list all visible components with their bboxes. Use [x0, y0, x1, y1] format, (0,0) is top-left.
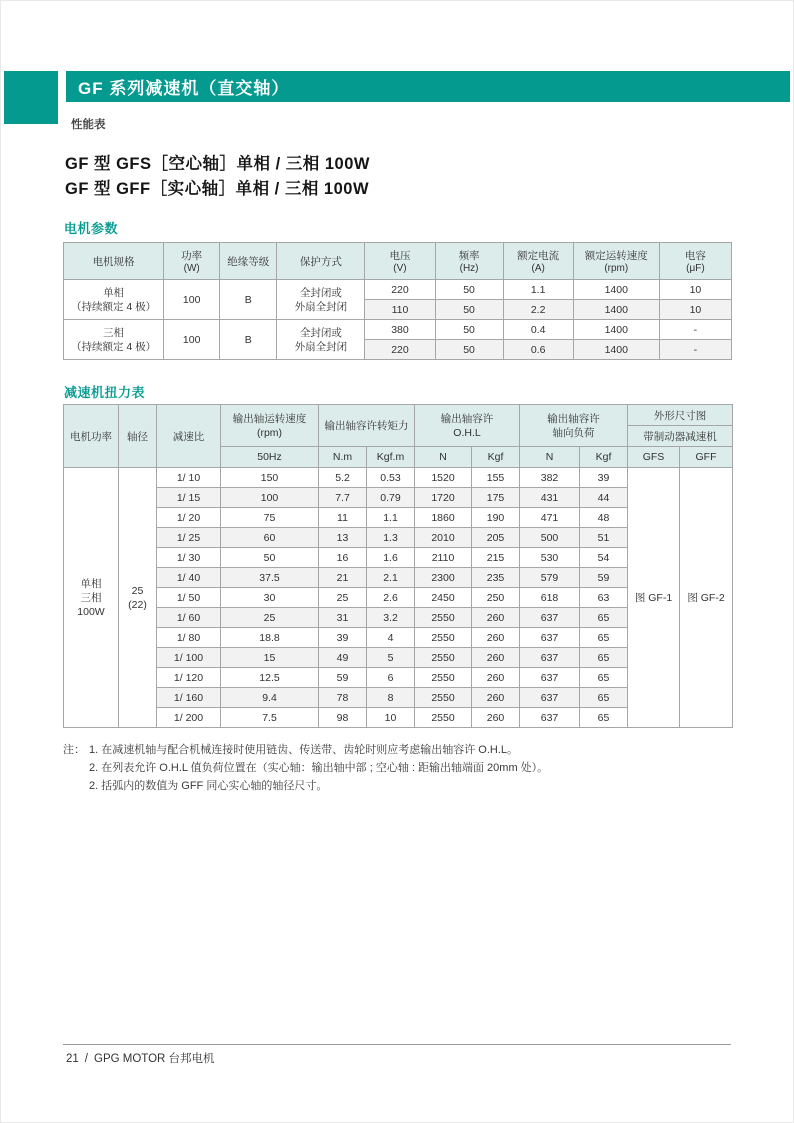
value-cell: 98 — [319, 708, 367, 728]
col-header-spec: 电机规格 — [64, 243, 164, 280]
value-cell: 10 — [659, 300, 731, 320]
notes-block — [63, 741, 548, 795]
footer-page-number: 21 — [66, 1053, 79, 1065]
col-group-speed: 输出轴运转速度 (rpm) — [221, 405, 319, 447]
value-cell: 11 — [319, 508, 367, 528]
value-cell: 175 — [472, 488, 520, 508]
ratio-cell: 1/ 25 — [157, 528, 221, 548]
value-cell: 21 — [319, 568, 367, 588]
ratio-cell: 1/ 30 — [157, 548, 221, 568]
value-cell: 579 — [520, 568, 580, 588]
value-cell: 220 — [365, 280, 435, 300]
insulation-cell: B — [220, 320, 277, 360]
ratio-cell: 1/ 40 — [157, 568, 221, 588]
value-cell: 50 — [435, 340, 503, 360]
value-cell: 1400 — [573, 300, 659, 320]
value-cell: 260 — [472, 688, 520, 708]
value-cell: 9.4 — [221, 688, 319, 708]
unit-gfs: GFS — [628, 447, 680, 468]
value-cell: 150 — [221, 468, 319, 488]
value-cell: 2450 — [415, 588, 472, 608]
value-cell: 380 — [365, 320, 435, 340]
unit-50hz: 50Hz — [221, 447, 319, 468]
note-line: 2. 括弧内的数值为 GFF 同心实心轴的轴径尺寸。 — [89, 780, 328, 792]
value-cell: 13 — [319, 528, 367, 548]
col-header-capacitor: 电容 (μF) — [659, 243, 731, 280]
value-cell: 39 — [319, 628, 367, 648]
ratio-cell: 1/ 50 — [157, 588, 221, 608]
ratio-cell: 1/ 60 — [157, 608, 221, 628]
value-cell: 1720 — [415, 488, 472, 508]
value-cell: 637 — [520, 668, 580, 688]
value-cell: 65 — [580, 608, 628, 628]
value-cell: 39 — [580, 468, 628, 488]
value-cell: 75 — [221, 508, 319, 528]
value-cell: 2110 — [415, 548, 472, 568]
value-cell: 60 — [221, 528, 319, 548]
value-cell: 50 — [435, 300, 503, 320]
ratio-cell: 1/ 10 — [157, 468, 221, 488]
value-cell: 0.79 — [367, 488, 415, 508]
page-title: GF 系列减速机（直交轴） — [78, 79, 290, 98]
value-cell: 110 — [365, 300, 435, 320]
motor-params-heading: 电机参数 — [64, 221, 119, 236]
value-cell: 65 — [580, 708, 628, 728]
spec-cell: 三相 （持续额定 4 极） — [64, 320, 164, 360]
value-cell: 2010 — [415, 528, 472, 548]
value-cell: 190 — [472, 508, 520, 528]
product-title-gfs: GF 型 GFS［空心轴］单相 / 三相 100W — [65, 155, 370, 173]
value-cell: 2550 — [415, 648, 472, 668]
protection-cell: 全封闭或 外扇全封闭 — [277, 280, 365, 320]
value-cell: 235 — [472, 568, 520, 588]
value-cell: 1860 — [415, 508, 472, 528]
notes-items — [89, 741, 548, 795]
ratio-cell: 1/ 15 — [157, 488, 221, 508]
col-header-shaft: 轴径 — [119, 405, 157, 468]
col-header-speed: 额定运转速度 (rpm) — [573, 243, 659, 280]
footer-separator: / — [84, 1053, 88, 1065]
value-cell: 2550 — [415, 608, 472, 628]
motor-params-table — [63, 242, 732, 360]
value-cell: 431 — [520, 488, 580, 508]
value-cell: 471 — [520, 508, 580, 528]
value-cell: 1.1 — [367, 508, 415, 528]
figure-gff-cell: 图 GF-2 — [680, 468, 733, 728]
value-cell: 48 — [580, 508, 628, 528]
value-cell: 1.6 — [367, 548, 415, 568]
value-cell: 205 — [472, 528, 520, 548]
power-cell: 100 — [164, 280, 220, 320]
value-cell: 6 — [367, 668, 415, 688]
col-header-power: 功率 (W) — [164, 243, 220, 280]
value-cell: 65 — [580, 668, 628, 688]
value-cell: 155 — [472, 468, 520, 488]
value-cell: 0.6 — [503, 340, 573, 360]
value-cell: 5 — [367, 648, 415, 668]
value-cell: 1520 — [415, 468, 472, 488]
col-header-voltage: 电压 (V) — [365, 243, 435, 280]
value-cell: 260 — [472, 708, 520, 728]
value-cell: 0.4 — [503, 320, 573, 340]
value-cell: 10 — [659, 280, 731, 300]
col-group-ohl: 输出轴容许 O.H.L — [415, 405, 520, 447]
product-title-gff: GF 型 GFF［实心轴］单相 / 三相 100W — [65, 180, 370, 198]
page-header-bar — [66, 71, 790, 102]
value-cell: 2550 — [415, 708, 472, 728]
protection-cell: 全封闭或 外扇全封闭 — [277, 320, 365, 360]
note-line: 1. 在减速机轴与配合机械连接时使用链齿、传送带、齿轮时则应考虑输出轴容许 O.H.L。 — [89, 744, 519, 756]
footer-brand: GPG MOTOR 台邦电机 — [94, 1053, 215, 1065]
value-cell: 637 — [520, 608, 580, 628]
value-cell: 30 — [221, 588, 319, 608]
value-cell: 18.8 — [221, 628, 319, 648]
value-cell: 1400 — [573, 320, 659, 340]
footer-divider — [63, 1044, 731, 1045]
value-cell: 8 — [367, 688, 415, 708]
value-cell: 1400 — [573, 340, 659, 360]
col-group-axial: 输出轴容许 轴向负荷 — [520, 405, 628, 447]
value-cell: 44 — [580, 488, 628, 508]
value-cell: 5.2 — [319, 468, 367, 488]
spec-cell: 单相 （持续额定 4 极） — [64, 280, 164, 320]
unit-ohl-kgf: Kgf — [472, 447, 520, 468]
value-cell: 0.53 — [367, 468, 415, 488]
value-cell: 50 — [435, 320, 503, 340]
torque-table — [63, 404, 733, 728]
value-cell: 260 — [472, 608, 520, 628]
torque-header-row-1 — [64, 405, 733, 426]
unit-kgfm: Kgf.m — [367, 447, 415, 468]
ratio-cell: 1/ 120 — [157, 668, 221, 688]
accent-square — [4, 71, 58, 124]
col-group-brake: 带制动器减速机 — [628, 426, 733, 447]
insulation-cell: B — [220, 280, 277, 320]
col-header-insulation: 绝缘等级 — [220, 243, 277, 280]
value-cell: 37.5 — [221, 568, 319, 588]
note-line: 2. 在列表允许 O.H.L 值负荷位置在（实心轴：输出轴中部 ; 空心轴 : 距输出轴端面 20mm 处）。 — [89, 762, 549, 774]
motor-table-header-row — [64, 243, 732, 280]
value-cell: 49 — [319, 648, 367, 668]
col-group-torque: 输出轴容许转矩力 — [319, 405, 415, 447]
value-cell: 65 — [580, 688, 628, 708]
unit-nm: N.m — [319, 447, 367, 468]
value-cell: 78 — [319, 688, 367, 708]
figure-gfs-cell: 图 GF-1 — [628, 468, 680, 728]
ratio-cell: 1/ 20 — [157, 508, 221, 528]
value-cell: 65 — [580, 628, 628, 648]
col-group-dimension: 外形尺寸图 — [628, 405, 733, 426]
value-cell: 50 — [221, 548, 319, 568]
value-cell: 51 — [580, 528, 628, 548]
ratio-cell: 1/ 200 — [157, 708, 221, 728]
value-cell: 2.2 — [503, 300, 573, 320]
value-cell: 2.1 — [367, 568, 415, 588]
value-cell: 220 — [365, 340, 435, 360]
value-cell: 25 — [319, 588, 367, 608]
value-cell: 530 — [520, 548, 580, 568]
value-cell: 260 — [472, 648, 520, 668]
value-cell: 7.7 — [319, 488, 367, 508]
value-cell: 637 — [520, 628, 580, 648]
value-cell: 637 — [520, 708, 580, 728]
motor-table-row — [64, 320, 732, 340]
notes-prefix: 注： — [63, 744, 85, 756]
unit-axial-kgf: Kgf — [580, 447, 628, 468]
col-header-frequency: 频率 (Hz) — [435, 243, 503, 280]
value-cell: 215 — [472, 548, 520, 568]
col-header-motor-power: 电机功率 — [64, 405, 119, 468]
value-cell: 637 — [520, 648, 580, 668]
torque-table-body — [64, 468, 733, 728]
motor-table-row — [64, 280, 732, 300]
unit-axial-n: N — [520, 447, 580, 468]
col-header-current: 额定电流 (A) — [503, 243, 573, 280]
value-cell: 10 — [367, 708, 415, 728]
torque-heading: 减速机扭力表 — [64, 385, 146, 400]
ratio-cell: 1/ 100 — [157, 648, 221, 668]
value-cell: 63 — [580, 588, 628, 608]
value-cell: 637 — [520, 688, 580, 708]
value-cell: 31 — [319, 608, 367, 628]
value-cell: 2.6 — [367, 588, 415, 608]
value-cell: 65 — [580, 648, 628, 668]
motor-table-body — [64, 280, 732, 360]
value-cell: 100 — [221, 488, 319, 508]
value-cell: 250 — [472, 588, 520, 608]
power-cell: 100 — [164, 320, 220, 360]
torque-table-row — [64, 468, 733, 488]
value-cell: 59 — [319, 668, 367, 688]
value-cell: 260 — [472, 668, 520, 688]
value-cell: 59 — [580, 568, 628, 588]
col-header-ratio: 减速比 — [157, 405, 221, 468]
value-cell: 4 — [367, 628, 415, 648]
value-cell: 500 — [520, 528, 580, 548]
unit-gff: GFF — [680, 447, 733, 468]
value-cell: 2300 — [415, 568, 472, 588]
col-header-protection: 保护方式 — [277, 243, 365, 280]
value-cell: 15 — [221, 648, 319, 668]
value-cell: 54 — [580, 548, 628, 568]
ratio-cell: 1/ 80 — [157, 628, 221, 648]
value-cell: 1.3 — [367, 528, 415, 548]
value-cell: 25 — [221, 608, 319, 628]
value-cell: 260 — [472, 628, 520, 648]
value-cell: - — [659, 340, 731, 360]
ratio-cell: 1/ 160 — [157, 688, 221, 708]
value-cell: 16 — [319, 548, 367, 568]
value-cell: 50 — [435, 280, 503, 300]
motor-power-cell: 单相 三相 100W — [64, 468, 119, 728]
value-cell: 1400 — [573, 280, 659, 300]
page-subtitle: 性能表 — [71, 119, 106, 131]
value-cell: 7.5 — [221, 708, 319, 728]
unit-ohl-n: N — [415, 447, 472, 468]
value-cell: 12.5 — [221, 668, 319, 688]
value-cell: 618 — [520, 588, 580, 608]
value-cell: 2550 — [415, 668, 472, 688]
value-cell: 3.2 — [367, 608, 415, 628]
value-cell: 1.1 — [503, 280, 573, 300]
product-titles — [65, 152, 370, 202]
value-cell: 2550 — [415, 628, 472, 648]
value-cell: - — [659, 320, 731, 340]
value-cell: 2550 — [415, 688, 472, 708]
page-footer — [66, 1050, 215, 1066]
value-cell: 382 — [520, 468, 580, 488]
shaft-diameter-cell: 25 (22) — [119, 468, 157, 728]
